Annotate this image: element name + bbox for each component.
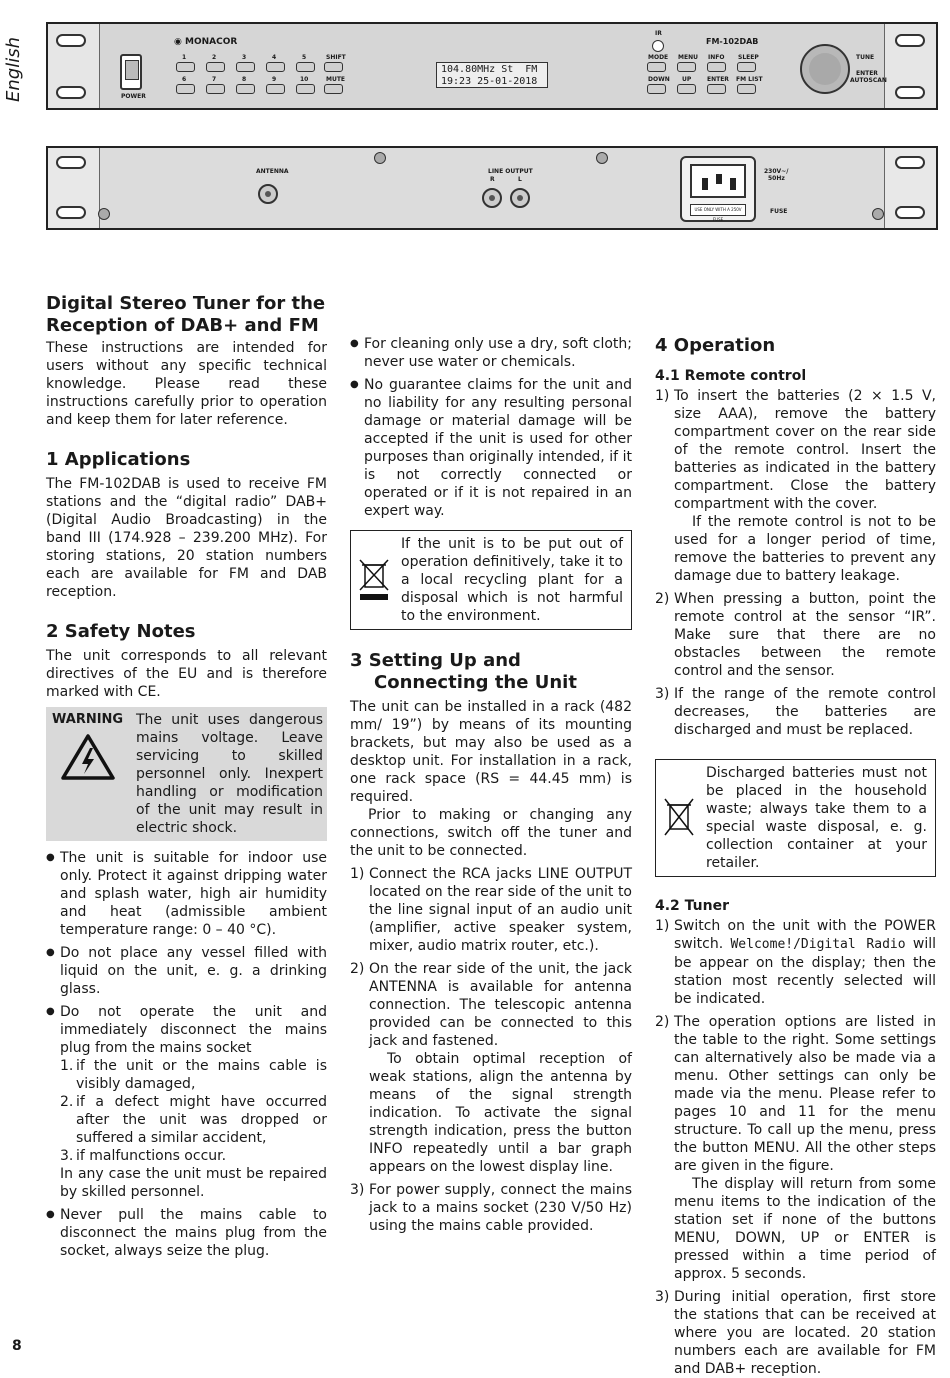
right-rack-ear (884, 24, 936, 108)
subsection-heading-tuner: 4.2 Tuner (655, 898, 730, 914)
iec-inlet-icon (690, 164, 746, 198)
disposal-notice-box (350, 530, 632, 630)
shift-key (324, 62, 343, 72)
key-label: 5 (302, 54, 307, 61)
language-tab (0, 22, 26, 102)
rear-panel-illustration (46, 146, 938, 230)
ir-label: IR (655, 30, 662, 37)
battery-disposal-box (655, 759, 936, 877)
setup-step: 1) Connect the RCA jacks LINE OUTPUT located on the rear side of the unit to the line signal input of an audio unit (amplifier, active speaker system, mixer, audio matrix router, etc.). (350, 866, 632, 954)
key-label: 2 (212, 54, 217, 61)
sleep-key (737, 62, 756, 72)
enter-key (707, 84, 726, 94)
power-label: POWER (121, 93, 146, 100)
safety-bullet: ● Never pull the mains cable to disconnect the mains plug from the socket, always seize the plug. (46, 1206, 327, 1260)
key-label: 7 (212, 76, 217, 83)
safety-bullet: ● The unit is suitable for indoor use only. Protect it against dripping water and splash water, high air humidity and heat (admissible ambient temperature range: 0 – 40 °C). (46, 849, 327, 939)
document-title: Digital Stereo Tuner for the Reception of DAB+ and FM (46, 293, 326, 336)
setup-step: 2) On the rear side of the unit, the jack ANTENNA is available for antenna connection. The telescopic antenna provided can be connected to this jack and fastened. To obtain optimal reception of weak stations, align the antenna by means of the signal strength indication. To activate the signal strength indication, press the button INFO repeatedly until a bar graph appears on the lowest display line. (350, 961, 632, 1175)
fuse-note: USE ONLY WITH A 250V FUSE (690, 204, 746, 216)
rack-slot (56, 156, 86, 169)
fuse-label: FUSE (770, 208, 788, 215)
menu-key (677, 62, 696, 72)
lcd-line-1: 104.80MHz St FM (441, 64, 538, 75)
display-message: Welcome!/Digital Radio (730, 937, 906, 952)
preset-key (266, 84, 285, 94)
column-2 (350, 335, 632, 1235)
mains-socket-icon (680, 156, 756, 222)
nav-label: MODE (648, 54, 669, 61)
remote-step-note: If the remote control is not to be used for a longer period of time, remove the batteries to prevent any damage due to battery leakage. (674, 514, 936, 584)
tune-knob-icon (800, 44, 850, 94)
brand-logo: ◉ MONACOR (174, 37, 237, 47)
safety-bullet: ● For cleaning only use a dry, soft cloth; never use water or chemicals. (350, 335, 632, 371)
crossed-bin-icon (662, 795, 696, 841)
remote-step: 3) If the range of the remote control decreases, the batteries are discharged and must be replaced. (655, 686, 936, 738)
screw-icon (596, 152, 608, 164)
left-rack-ear (48, 24, 100, 108)
nav-label: MENU (678, 54, 698, 61)
applications-text: The FM-102DAB is used to receive FM stations and the “digital radio” DAB+ (Digital Audio Broadcasting) in the band III (174.928 – 239.200 MHz). For storing stations, 20 station numbers each are available for FM and DAB reception. (46, 476, 327, 600)
key-label: MUTE (326, 76, 346, 83)
nav-label: INFO (708, 54, 725, 61)
preset-key (176, 62, 195, 72)
safety-bullet: ● Do not place any vessel filled with liquid on the unit, e. g. a drinking glass. (46, 944, 327, 998)
rack-slot (56, 86, 86, 99)
warning-text: The unit uses dangerous mains voltage. Leave servicing to skilled personnel only. Inexpert handling or modification of the unit may result in electric shock. (136, 712, 323, 836)
section-heading-applications: 1 Applications (46, 449, 191, 470)
l-label: L (518, 176, 522, 183)
safety-bullet-text: ● Do not operate the unit and immediately disconnect the mains plug from the mains socket (60, 1004, 327, 1056)
rca-jack-r-icon (482, 188, 502, 208)
nav-label: UP (682, 76, 692, 83)
frequency-label: 50Hz (768, 175, 785, 182)
down-key (647, 84, 666, 94)
mode-key (647, 62, 666, 72)
preset-key (266, 62, 285, 72)
column-1 (46, 293, 327, 1260)
rack-slot (895, 86, 925, 99)
rack-slot (56, 206, 86, 219)
up-key (677, 84, 696, 94)
crossed-bin-icon (357, 557, 391, 603)
antenna-jack-icon (258, 184, 278, 204)
repair-note: In any case the unit must be repaired by skilled personnel. (60, 1166, 327, 1200)
safety-intro-text: The unit corresponds to all relevant directives of the EU and is therefore marked with CE. (46, 648, 327, 700)
section-heading-setup: 3 Setting Up and Connecting the Unit (350, 650, 577, 693)
tuner-step: 2) The operation options are listed in the table to the right. Some settings can alternatively also be made via a menu. Other settings can only be made via the menu. Please refer to pages 10 and 11 for the menu structure. To call up the menu, press the button MENU. All the other steps are given in the figure. The display will return from some menu items to the indication of the station set if none of the buttons MENU, DOWN, UP or ENTER is pressed within a time period of approx. 5 seconds. (655, 1014, 936, 1282)
intro-text: These instructions are intended for users without any specific technical knowledge. Please read these instructions carefully prior to operation and keep them for later reference. (46, 340, 327, 428)
screw-icon (374, 152, 386, 164)
remote-step: 1) To insert the batteries (2 × 1.5 V, size AAA), remove the battery compartment cover on the rear side of the remote control. Insert the batteries as indicated in the battery compartment. Close the battery compartment with the cover. If the remote control is not to be used for a longer period of time, remove the batteries to prevent any damage due to battery leakage. (655, 388, 936, 584)
nav-label: FM LIST (736, 76, 763, 83)
nav-label: SLEEP (738, 54, 759, 61)
column-3 (655, 335, 936, 1378)
preset-key (236, 62, 255, 72)
rack-slot (895, 206, 925, 219)
lcd-line-2: 19:23 25-01-2018 (441, 76, 538, 87)
battery-disposal-text: Discharged batteries must not be placed in the household waste; always take them to a special waste disposal, e. g. collection container at your retailer. (706, 765, 927, 871)
preset-key (296, 62, 315, 72)
sub-list-item: 1. if the unit or the mains cable is visibly damaged, (60, 1058, 327, 1092)
safety-bullet: ● No guarantee claims for the unit and no liability for any resulting personal damage or material damage will be accepted if the unit is used for other purposes than originally intended, if it is not correctly connected or operated or if it is not repaired in an expert way. (350, 376, 632, 520)
key-label: 8 (242, 76, 247, 83)
warning-box (46, 707, 327, 841)
left-rack-ear (48, 148, 100, 228)
key-label: 10 (300, 76, 309, 83)
power-switch (120, 54, 142, 90)
page-number: 8 (12, 1338, 22, 1354)
key-label: 4 (272, 54, 277, 61)
language-label: English (3, 37, 24, 102)
key-label: 3 (242, 54, 247, 61)
preset-key (206, 62, 225, 72)
line-output-label: LINE OUTPUT (488, 168, 533, 175)
rack-slot (56, 34, 86, 47)
preset-key (296, 84, 315, 94)
remote-step: 2) When pressing a button, point the remote control at the sensor “IR”. Make sure that there are no obstacles between the remote control and the sensor. (655, 591, 936, 679)
r-label: R (490, 176, 495, 183)
fm-list-key (737, 84, 756, 94)
screw-icon (98, 208, 110, 220)
rca-jack-l-icon (510, 188, 530, 208)
enter-label: ENTER (856, 70, 878, 77)
high-voltage-warning-icon (60, 733, 116, 781)
rack-slot (895, 156, 925, 169)
key-label: SHIFT (326, 54, 346, 61)
antenna-label: ANTENNA (256, 168, 289, 175)
autoscan-label: AUTOSCAN (850, 77, 887, 84)
section-heading-operation: 4 Operation (655, 335, 776, 356)
preset-key (206, 84, 225, 94)
tuner-step: 1) Switch on the unit with the POWER switch. Welcome!/Digital Radio will be appear on the display; then the station most recently selected will be indicated. (655, 918, 936, 1007)
sub-list-item: 2. if a defect might have occurred after the unit was dropped or suffered a similar accident, (60, 1094, 327, 1146)
setup-step: 3) For power supply, connect the mains jack to a mains socket (230 V/50 Hz) using the mains cable provided. (350, 1182, 632, 1234)
preset-key (176, 84, 195, 94)
front-panel-illustration (46, 22, 938, 110)
tuner-step-note: The display will return from some menu items to the indication of the station set if none of the buttons MENU, DOWN, UP or ENTER is pressed within a time period of approx. 5 seconds. (674, 1176, 936, 1282)
ir-sensor-icon (652, 40, 664, 52)
warning-label: WARNING (52, 712, 124, 727)
lcd-display (436, 62, 548, 88)
nav-label: DOWN (648, 76, 670, 83)
setup-text: Prior to making or changing any connections, switch off the tuner and the unit to be connected. (350, 807, 632, 859)
tune-label: TUNE (856, 54, 875, 61)
key-label: 9 (272, 76, 277, 83)
voltage-label: 230V~/ (764, 168, 789, 175)
info-key (707, 62, 726, 72)
mute-key (324, 84, 343, 94)
subsection-heading-remote: 4.1 Remote control (655, 368, 807, 384)
key-label: 6 (182, 76, 187, 83)
section-heading-safety: 2 Safety Notes (46, 621, 196, 642)
model-label: FM-102DAB (706, 37, 759, 46)
nav-label: ENTER (707, 76, 729, 83)
right-rack-ear (884, 148, 936, 228)
preset-key (236, 84, 255, 94)
safety-bullet (46, 1003, 327, 1201)
rack-slot (895, 34, 925, 47)
setup-step-note: To obtain optimal reception of weak stations, align the antenna by means of the signal strength indication. To activate the signal strength indication, press the button INFO repeatedly until a bar graph appears on the lowest display line. (369, 1051, 632, 1175)
sub-list-item: 3. if malfunctions occur. (60, 1148, 227, 1164)
disposal-text: If the unit is to be put out of operation definitively, take it to a local recycling plant for a disposal which is not harmful to the environment. (401, 536, 623, 624)
tuner-step: 3) During initial operation, first store the stations that can be received at where you are located. 20 station numbers each are available for FM and DAB+ reception. (655, 1289, 936, 1377)
key-label: 1 (182, 54, 187, 61)
screw-icon (872, 208, 884, 220)
setup-text: The unit can be installed in a rack (482 mm/ 19”) by means of its mounting brackets, but may also be used as a desktop unit. For installation in a rack, one rack space (RS = 44.45 mm) is required. (350, 699, 632, 805)
